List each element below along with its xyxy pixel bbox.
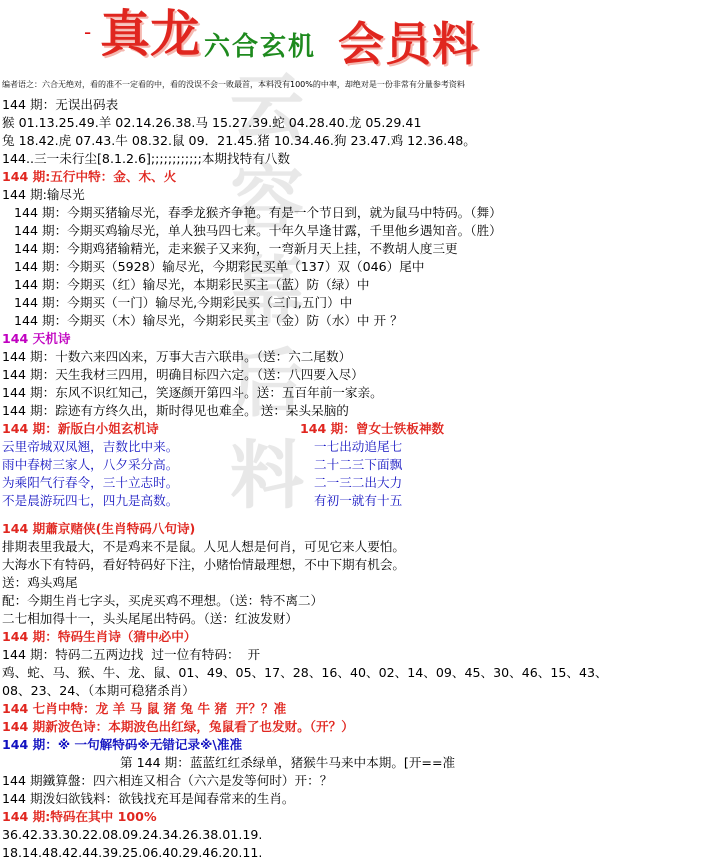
text-line: 鸡、蛇、马、猴、牛、龙、鼠、01、49、05、17、28、16、40、02、14、09、45、30、46、15、43、 bbox=[2, 665, 608, 680]
xiaojie-line: 为乘阳气行春令，三十立志时。 bbox=[2, 475, 179, 490]
text-line: 144 期：今期买（5928）输尽光，今期彩民买单（137）双（046）尾中 bbox=[14, 259, 425, 274]
tianji-heading: 144 天机诗 bbox=[2, 331, 71, 346]
number-line: 18.14.48.42.44.39.25.06.40.29.46.20.11. bbox=[2, 845, 263, 860]
text-line: 144 期：踪迹有方终久出，斯时得见也难全。 送：呆头呆脑的 bbox=[2, 403, 349, 418]
text-line: 144 期：无误出码表 bbox=[2, 97, 119, 112]
text-line: 144 期：十数六来四凶来，万事大吉六联串。（送：六二尾数） bbox=[2, 349, 352, 364]
text-line: 送：鸡头鸡尾 bbox=[2, 575, 78, 590]
text-line: 144 期：今期买（一门）输尽光,今期彩民买（三门,五门）中 bbox=[14, 295, 353, 310]
watermark-char: 后 bbox=[230, 341, 304, 427]
header-title-huiyuanliao: 会员料 bbox=[338, 17, 479, 71]
text-line: 二七相加得十一，头头尾尾出特码。（送：红波发财） bbox=[2, 611, 298, 626]
text-line: 144..三一未行尘[8.1.2.6];;;;;;;;;;;;本期找特有八数 bbox=[2, 151, 290, 166]
watermark-char: 幕 bbox=[230, 249, 304, 335]
text-line: 猴 01.13.25.49.羊 02.14.26.38.马 15.27.39.蛇 04.28.40.龙 05.29.41 bbox=[2, 115, 422, 130]
xiaojie-heading: 144 期：新版白小姐玄机诗 bbox=[2, 421, 159, 436]
header-title-liuhexuanji: 六合玄机 bbox=[204, 32, 317, 62]
text-line: 144 期：特码二五两边找 过一位有特码： 开 bbox=[2, 647, 261, 662]
bose-line: 144 期新波色诗：本期波色出红绿，兔鼠看了也发财。（开？） bbox=[2, 719, 354, 734]
qixiao-line: 144 七肖中特：龙 羊 马 鼠 猪 兔 牛 猪 开？？准 bbox=[2, 701, 287, 716]
disclaimer-text: 编者语之：六合无绝对，看的准不一定看的中，看的没误不会一败最首，本料没有100%的中率，却绝对是一份非常有分量参考资料 bbox=[2, 80, 465, 89]
text-line: 144 期鐵算盤：四六相连又相合（六六是发等何时）开：？ bbox=[2, 773, 333, 788]
xiaojie-line: 云里帝城双凤翘，吉数比中来。 bbox=[2, 439, 179, 454]
zengnvshi-line: 一七出动追尾七 bbox=[314, 439, 403, 454]
zengnvshi-heading: 144 期：曾女士铁板神数 bbox=[300, 421, 445, 436]
duxia-heading: 144 期蕭京赌侠(生肖特码八句诗) bbox=[2, 521, 196, 536]
text-line: 排期表里我最大，不是鸡来不是鼠。人见人想是何肖，可见它来人要怕。 bbox=[2, 539, 405, 554]
shengxiao-heading: 144 期：特码生肖诗（猜中必中） bbox=[2, 629, 197, 644]
zengnvshi-line: 二十二三下面飘 bbox=[314, 457, 403, 472]
text-line: 144 期：今期买（红）输尽光，本期彩民买主（蓝）防（绿）中 bbox=[14, 277, 370, 292]
number-line: 36.42.33.30.22.08.09.24.34.26.38.01.19. bbox=[2, 827, 263, 842]
xiaojie-line: 雨中春树三家人，八夕采分高。 bbox=[2, 457, 179, 472]
header-title-longzhen: 真龙 bbox=[100, 4, 200, 63]
header-dash: - bbox=[84, 20, 92, 44]
xiaojie-line: 不是晨游玩四七，四九是高数。 bbox=[2, 493, 179, 508]
watermark-char: 云 bbox=[230, 65, 304, 151]
zengnvshi-line: 二一三二出大力 bbox=[314, 475, 403, 490]
text-line: 144 期：今期鸡猪输精光，走来猴子又来狗，一弯新月天上挂，不教胡人度三更 bbox=[14, 241, 458, 256]
text-line: 兔 18.42.虎 07.43.牛 08.32.鼠 09．21.45.猪 10.34.46.狗 23.47.鸡 12.36.48。 bbox=[2, 133, 476, 148]
watermark-char: 料 bbox=[230, 433, 304, 519]
watermark-char: 容 bbox=[230, 157, 304, 243]
text-line: 144 期：今期买猪输尽光，春季龙猴齐争艳。有是一个节日到，就为鼠马中特码。（舞） bbox=[14, 205, 502, 220]
zengnvshi-line: 有初一就有十五 bbox=[314, 493, 403, 508]
text-line: 144 期：天生我材三四用，明确目标四六定。（送：八四要入尽） bbox=[2, 367, 364, 382]
text-line: 144 期：今期买鸡输尽光，单人独马四七来。十年久旱逢甘露，千里他乡遇知音。（胜） bbox=[14, 223, 502, 238]
text-line: 第 144 期：蓝蓝红红杀绿单，猪猴牛马来中本期。[开==准 bbox=[120, 755, 456, 770]
wuxing-heading: 144 期:五行中特：金、木、火 bbox=[2, 169, 177, 184]
text-line: 144 期:输尽光 bbox=[2, 187, 85, 202]
text-line: 配：今期生肖七字头，买虎买鸡不理想。（送：特不离二） bbox=[2, 593, 324, 608]
text-line: 144 期泼妇欲钱料：欲钱找充耳是闻春常来的生肖。 bbox=[2, 791, 295, 806]
text-line: 08、23、24、（本期可稳猪杀肖） bbox=[2, 683, 195, 698]
text-line: 144 期：今期买（木）输尽光，今期彩民买主（金）防（水）中 开 ？ bbox=[14, 313, 403, 328]
text-line: 144 期：东风不识红知己，笑逐颜开第四斗。送：五百年前一家亲。 bbox=[2, 385, 383, 400]
text-line: 大海水下有特码，看好特码好下注，小赌怡情最理想，不中下期有机会。 bbox=[2, 557, 405, 572]
tema-heading: 144 期:特码在其中 100% bbox=[2, 809, 157, 824]
header-banner bbox=[0, 0, 720, 72]
jiete-heading: 144 期：※ 一句解特码※无错记录※\准准 bbox=[2, 737, 243, 752]
